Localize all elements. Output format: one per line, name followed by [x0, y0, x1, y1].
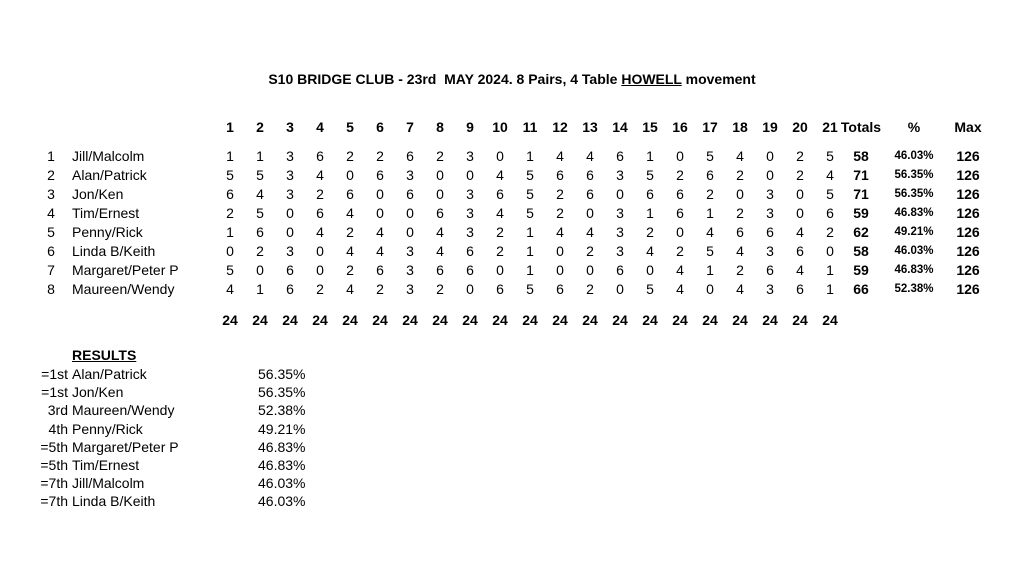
score-cell: 6: [796, 281, 804, 297]
score-cell: 6: [466, 262, 474, 278]
score-cell: 2: [376, 148, 384, 164]
score-cell: 0: [556, 262, 564, 278]
score-cell: 6: [706, 167, 714, 183]
column-total: 24: [402, 312, 418, 328]
result-position: =5th: [40, 457, 68, 473]
result-position: =1st: [41, 366, 68, 382]
row-max: 126: [956, 262, 980, 278]
score-cell: 1: [706, 205, 714, 221]
score-cell: 1: [526, 243, 534, 259]
board-header: 8: [436, 119, 444, 135]
score-cell: 6: [226, 186, 234, 202]
score-cell: 0: [406, 224, 414, 240]
result-percent: 46.03%: [258, 493, 306, 510]
score-cell: 6: [406, 148, 414, 164]
pair-name: Tim/Ernest: [72, 205, 140, 221]
row-percent: 52.38%: [894, 283, 934, 295]
column-total: 24: [642, 312, 658, 328]
pair-name: Margaret/Peter P: [72, 262, 179, 278]
score-cell: 1: [526, 148, 534, 164]
score-cell: 4: [256, 186, 264, 202]
score-cell: 3: [766, 243, 774, 259]
score-cell: 2: [676, 167, 684, 183]
score-cell: 4: [436, 224, 444, 240]
board-header: 18: [732, 119, 748, 135]
column-total: 24: [612, 312, 628, 328]
row-percent: 56.35%: [894, 188, 934, 200]
score-cell: 2: [736, 167, 744, 183]
score-cell: 4: [646, 243, 654, 259]
score-cell: 4: [346, 243, 354, 259]
score-cell: 5: [826, 148, 834, 164]
result-pair: Linda B/Keith: [72, 493, 156, 510]
score-cell: 3: [616, 167, 624, 183]
column-total: 24: [252, 312, 268, 328]
score-cell: 4: [796, 262, 804, 278]
row-max: 126: [956, 167, 980, 183]
score-cell: 4: [346, 281, 354, 297]
score-cell: 0: [706, 281, 714, 297]
score-cell: 6: [556, 167, 564, 183]
score-cell: 2: [346, 262, 354, 278]
result-pair: Jill/Malcolm: [72, 475, 145, 492]
column-total: 24: [312, 312, 328, 328]
score-cell: 4: [316, 224, 324, 240]
score-cell: 0: [796, 205, 804, 221]
score-cell: 4: [556, 148, 564, 164]
score-cell: 3: [406, 167, 414, 183]
score-cell: 1: [256, 281, 264, 297]
score-cell: 2: [436, 148, 444, 164]
board-header: 6: [376, 119, 384, 135]
score-cell: 0: [766, 167, 774, 183]
score-cell: 1: [526, 262, 534, 278]
score-cell: 6: [376, 167, 384, 183]
board-header: 14: [612, 119, 628, 135]
title-text: S10 BRIDGE CLUB - 23rd MAY 2024. 8 Pairs, 4 Table: [268, 71, 622, 87]
score-cell: 6: [766, 224, 774, 240]
score-cell: 0: [346, 167, 354, 183]
score-cell: 3: [766, 205, 774, 221]
score-cell: 0: [766, 148, 774, 164]
column-total: 24: [372, 312, 388, 328]
score-cell: 3: [466, 186, 474, 202]
board-header: 9: [466, 119, 474, 135]
score-cell: 0: [556, 243, 564, 259]
score-cell: 6: [496, 186, 504, 202]
score-cell: 6: [496, 281, 504, 297]
score-cell: 2: [256, 243, 264, 259]
score-cell: 5: [706, 148, 714, 164]
pair-name: Alan/Patrick: [72, 167, 147, 183]
score-cell: 5: [256, 205, 264, 221]
score-cell: 5: [646, 281, 654, 297]
row-percent: 49.21%: [894, 226, 934, 238]
board-header: 5: [346, 119, 354, 135]
pair-number: 1: [47, 148, 55, 164]
score-cell: 1: [826, 281, 834, 297]
score-cell: 0: [256, 262, 264, 278]
score-cell: 0: [286, 224, 294, 240]
result-position: =7th: [40, 493, 68, 510]
board-header: 12: [552, 119, 568, 135]
board-header: 10: [492, 119, 508, 135]
result-pair: Penny/Rick: [72, 420, 143, 437]
score-cell: 3: [766, 186, 774, 202]
column-total: 24: [672, 312, 688, 328]
board-header: 11: [522, 119, 538, 135]
score-cell: 6: [676, 205, 684, 221]
score-cell: 3: [406, 281, 414, 297]
pair-name: Jon/Ken: [72, 186, 124, 202]
score-cell: 2: [706, 186, 714, 202]
score-cell: 6: [436, 205, 444, 221]
result-position: =1st: [41, 384, 68, 401]
board-header: 15: [642, 119, 658, 135]
score-cell: 6: [826, 205, 834, 221]
score-cell: 1: [646, 148, 654, 164]
result-percent: 49.21%: [258, 420, 306, 437]
column-total: 24: [522, 312, 538, 328]
result-pair: Maureen/Wendy: [72, 402, 175, 419]
score-cell: 4: [736, 148, 744, 164]
score-cell: 0: [676, 148, 684, 164]
score-cell: 6: [286, 262, 294, 278]
score-cell: 3: [286, 148, 294, 164]
column-total: 24: [342, 312, 358, 328]
row-total: 71: [853, 186, 869, 202]
score-cell: 4: [496, 167, 504, 183]
column-total: 24: [792, 312, 808, 328]
score-cell: 6: [346, 186, 354, 202]
score-cell: 0: [616, 281, 624, 297]
column-total: 24: [702, 312, 718, 328]
score-cell: 0: [646, 262, 654, 278]
score-cell: 0: [466, 167, 474, 183]
column-total: 24: [222, 312, 238, 328]
row-total: 66: [853, 281, 869, 297]
score-cell: 4: [316, 167, 324, 183]
score-cell: 4: [226, 281, 234, 297]
pair-number: 4: [47, 205, 55, 221]
column-total: 24: [552, 312, 568, 328]
score-cell: 3: [286, 167, 294, 183]
score-cell: 4: [496, 205, 504, 221]
score-cell: 2: [586, 281, 594, 297]
column-total: 24: [432, 312, 448, 328]
score-cell: 2: [346, 148, 354, 164]
result-percent: 52.38%: [258, 402, 306, 419]
percent-header: %: [907, 119, 921, 135]
result-pair: Jon/Ken: [72, 384, 124, 401]
board-header: 16: [672, 119, 688, 135]
score-cell: 4: [586, 148, 594, 164]
score-cell: 2: [736, 262, 744, 278]
score-cell: 2: [316, 281, 324, 297]
score-cell: 6: [376, 262, 384, 278]
score-cell: 6: [256, 224, 264, 240]
result-percent: 46.83%: [258, 457, 306, 473]
score-cell: 3: [466, 148, 474, 164]
row-percent: 46.03%: [894, 245, 934, 257]
page-title: [0, 71, 1024, 87]
score-cell: 2: [826, 224, 834, 240]
score-cell: 6: [766, 262, 774, 278]
result-percent: 56.35%: [258, 366, 306, 382]
score-cell: 3: [286, 186, 294, 202]
score-cell: 2: [346, 224, 354, 240]
score-cell: 4: [676, 262, 684, 278]
title-underlined: HOWELL: [621, 71, 682, 87]
score-cell: 0: [316, 262, 324, 278]
row-total: 58: [853, 148, 869, 164]
row-percent: 46.83%: [894, 264, 934, 276]
score-cell: 2: [226, 205, 234, 221]
result-pair: Tim/Ernest: [72, 457, 140, 473]
score-cell: 0: [436, 167, 444, 183]
row-max: 126: [956, 224, 980, 240]
row-max: 126: [956, 281, 980, 297]
pair-name: Linda B/Keith: [72, 243, 156, 259]
score-cell: 0: [286, 205, 294, 221]
board-header: 13: [582, 119, 598, 135]
row-max: 126: [956, 148, 980, 164]
row-percent: 56.35%: [894, 169, 934, 181]
score-cell: 0: [616, 186, 624, 202]
column-total: 24: [762, 312, 778, 328]
score-cell: 6: [616, 148, 624, 164]
result-position: =5th: [40, 438, 68, 455]
board-header: 2: [256, 119, 264, 135]
score-cell: 6: [616, 262, 624, 278]
score-cell: 0: [496, 148, 504, 164]
score-cell: 4: [436, 243, 444, 259]
score-cell: 0: [406, 205, 414, 221]
row-total: 71: [853, 167, 869, 183]
score-cell: 4: [586, 224, 594, 240]
score-cell: 4: [706, 224, 714, 240]
score-cell: 0: [586, 205, 594, 221]
score-cell: 0: [376, 186, 384, 202]
score-cell: 2: [316, 186, 324, 202]
row-total: 58: [853, 243, 869, 259]
score-cell: 6: [796, 243, 804, 259]
row-total: 59: [853, 205, 869, 221]
row-max: 126: [956, 186, 980, 202]
score-cell: 6: [466, 243, 474, 259]
pair-number: 6: [47, 243, 55, 259]
row-max: 126: [956, 205, 980, 221]
score-cell: 6: [646, 186, 654, 202]
column-total: 24: [822, 312, 838, 328]
score-cell: 6: [286, 281, 294, 297]
score-cell: 2: [736, 205, 744, 221]
column-total: 24: [582, 312, 598, 328]
score-cell: 3: [406, 262, 414, 278]
score-cell: 1: [226, 224, 234, 240]
score-cell: 6: [316, 205, 324, 221]
result-position: 3rd: [47, 402, 68, 419]
column-total: 24: [492, 312, 508, 328]
score-cell: 0: [466, 281, 474, 297]
score-cell: 3: [406, 243, 414, 259]
row-percent: 46.83%: [894, 207, 934, 219]
score-cell: 0: [676, 224, 684, 240]
pair-name: Penny/Rick: [72, 224, 143, 240]
score-cell: 3: [766, 281, 774, 297]
result-pair: Alan/Patrick: [72, 366, 147, 382]
score-cell: 4: [556, 224, 564, 240]
board-header: 3: [286, 119, 294, 135]
results-heading: RESULTS: [72, 347, 137, 363]
score-cell: 1: [256, 148, 264, 164]
score-cell: 5: [646, 167, 654, 183]
board-header: 7: [406, 119, 414, 135]
result-position: =7th: [40, 475, 68, 492]
column-total: 24: [462, 312, 478, 328]
pair-number: 5: [47, 224, 55, 240]
score-cell: 0: [586, 262, 594, 278]
result-percent: 56.35%: [258, 384, 306, 401]
score-cell: 3: [616, 224, 624, 240]
score-cell: 6: [586, 167, 594, 183]
score-cell: 0: [436, 186, 444, 202]
score-cell: 2: [556, 205, 564, 221]
score-cell: 5: [226, 167, 234, 183]
board-header: 4: [316, 119, 324, 135]
score-cell: 4: [346, 205, 354, 221]
score-cell: 2: [646, 224, 654, 240]
score-cell: 2: [586, 243, 594, 259]
score-cell: 2: [796, 148, 804, 164]
score-cell: 2: [676, 243, 684, 259]
score-cell: 3: [466, 224, 474, 240]
pair-name: Maureen/Wendy: [72, 281, 175, 297]
result-position: 4th: [48, 420, 68, 437]
pair-number: 7: [47, 262, 55, 278]
score-cell: 5: [826, 186, 834, 202]
score-cell: 1: [706, 262, 714, 278]
score-cell: 6: [406, 186, 414, 202]
score-cell: 1: [226, 148, 234, 164]
score-cell: 2: [376, 281, 384, 297]
score-cell: 6: [676, 186, 684, 202]
pair-number: 3: [47, 186, 55, 202]
score-cell: 4: [796, 224, 804, 240]
score-cell: 0: [376, 205, 384, 221]
score-cell: 2: [796, 167, 804, 183]
pair-number: 2: [47, 167, 55, 183]
totals-header: Totals: [840, 119, 882, 135]
board-header: 17: [702, 119, 718, 135]
board-header: 20: [792, 119, 808, 135]
score-cell: 6: [316, 148, 324, 164]
result-percent: 46.83%: [258, 438, 306, 455]
score-cell: 0: [826, 243, 834, 259]
score-cell: 5: [706, 243, 714, 259]
score-cell: 2: [496, 224, 504, 240]
score-cell: 2: [556, 186, 564, 202]
pair-number: 8: [47, 281, 55, 297]
score-cell: 0: [736, 186, 744, 202]
score-cell: 1: [526, 224, 534, 240]
score-cell: 3: [616, 205, 624, 221]
score-cell: 4: [826, 167, 834, 183]
score-cell: 0: [796, 186, 804, 202]
score-cell: 3: [616, 243, 624, 259]
score-cell: 4: [736, 281, 744, 297]
board-header: 21: [822, 119, 838, 135]
title-suffix: movement: [681, 71, 756, 87]
score-cell: 4: [376, 243, 384, 259]
pair-name: Jill/Malcolm: [72, 148, 145, 164]
score-cell: 0: [226, 243, 234, 259]
score-cell: 5: [256, 167, 264, 183]
score-cell: 6: [436, 262, 444, 278]
score-cell: 3: [286, 243, 294, 259]
result-percent: 46.03%: [258, 475, 306, 492]
score-cell: 4: [676, 281, 684, 297]
score-cell: 5: [526, 205, 534, 221]
score-cell: 0: [496, 262, 504, 278]
score-cell: 5: [526, 167, 534, 183]
column-total: 24: [282, 312, 298, 328]
column-total: 24: [732, 312, 748, 328]
row-total: 62: [853, 224, 869, 240]
result-pair: Margaret/Peter P: [72, 438, 179, 455]
score-cell: 3: [466, 205, 474, 221]
score-cell: 4: [736, 243, 744, 259]
score-cell: 6: [556, 281, 564, 297]
board-header: 19: [762, 119, 778, 135]
score-cell: 4: [376, 224, 384, 240]
max-header: Max: [954, 119, 982, 135]
score-cell: 5: [226, 262, 234, 278]
score-cell: 2: [436, 281, 444, 297]
score-cell: 2: [496, 243, 504, 259]
score-cell: 5: [526, 281, 534, 297]
row-percent: 46.03%: [894, 150, 934, 162]
row-total: 59: [853, 262, 869, 278]
score-cell: 6: [586, 186, 594, 202]
score-cell: 1: [826, 262, 834, 278]
score-cell: 5: [526, 186, 534, 202]
board-header: 1: [226, 119, 234, 135]
score-cell: 0: [316, 243, 324, 259]
score-cell: 6: [736, 224, 744, 240]
row-max: 126: [956, 243, 980, 259]
score-cell: 1: [646, 205, 654, 221]
